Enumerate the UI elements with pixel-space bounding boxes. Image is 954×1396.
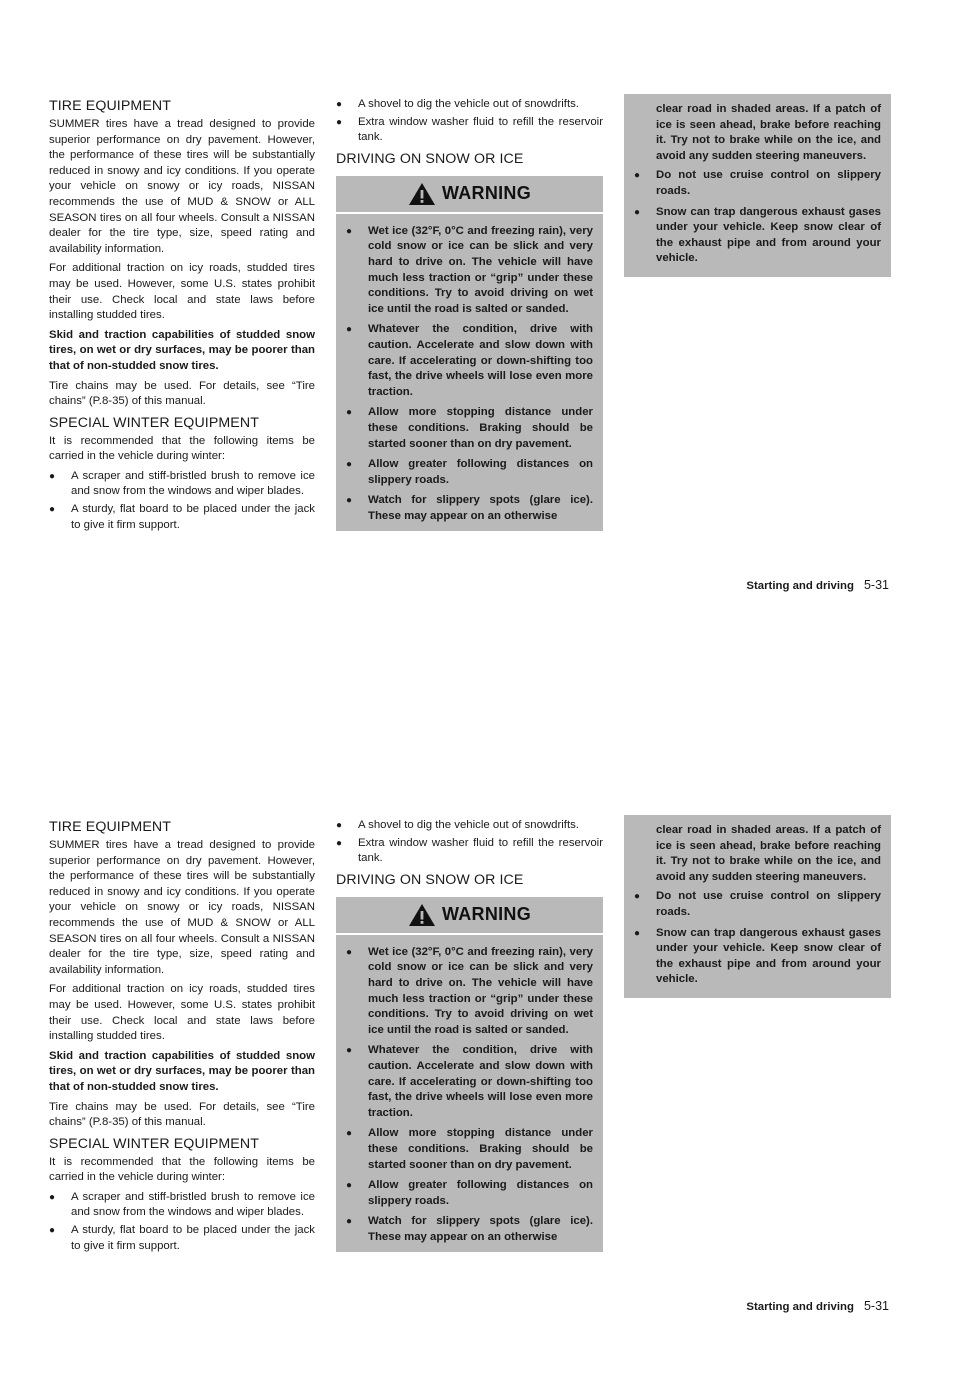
warning-title: WARNING bbox=[441, 903, 532, 924]
studded-tires-paragraph: For additional traction on icy roads, studded tires may be used. However, some U.S. states prohibit their use. Check local and state laws before installing studded tires. bbox=[49, 983, 315, 1043]
warning-triangle-icon bbox=[408, 903, 436, 927]
list-item: ● A shovel to dig the vehicle out of snowdrifts. bbox=[336, 97, 603, 113]
bullet-icon: ● bbox=[49, 504, 56, 516]
tire-chains-paragraph: Tire chains may be used. For details, see “Tire chains” (P.8-35) of this manual. bbox=[49, 379, 315, 408]
warning-title: WARNING bbox=[441, 182, 532, 203]
footer-section-title: Starting and driving bbox=[746, 580, 854, 592]
list-item: ● Whatever the condition, drive with caution. Accelerate and slow down with care. If accelerating or down-shifting too fast, the drive wheels will lose even more traction. bbox=[346, 323, 593, 398]
special-winter-heading: SPECIAL WINTER EQUIPMENT bbox=[49, 1135, 259, 1152]
driving-snow-heading: DRIVING ON SNOW OR ICE bbox=[336, 150, 524, 167]
footer-page-number: 5-31 bbox=[863, 578, 889, 592]
studded-tires-paragraph: For additional traction on icy roads, studded tires may be used. However, some U.S. states prohibit their use. Check local and state laws before installing studded tires. bbox=[49, 262, 315, 322]
winter-items-list-continued bbox=[336, 818, 603, 867]
studded-tires-caution: Skid and traction capabilities of studded snow tires, on wet or dry surfaces, may be poorer than that of non-studded snow tires. bbox=[49, 328, 315, 372]
bullet-icon: ● bbox=[346, 407, 353, 419]
list-item: ● A scraper and stiff-bristled brush to remove ice and snow from the windows and wiper blades. bbox=[49, 1190, 315, 1219]
bullet-icon: ● bbox=[346, 1128, 353, 1140]
page-footer bbox=[746, 577, 889, 594]
warning-list-continued bbox=[634, 168, 881, 267]
warning-list bbox=[346, 224, 593, 525]
bullet-icon: ● bbox=[346, 225, 353, 237]
winter-items-list bbox=[49, 469, 315, 533]
column-left bbox=[49, 97, 315, 537]
footer-section-title: Starting and driving bbox=[746, 1301, 854, 1313]
warning-continued-text: clear road in shaded areas. If a patch of ice is seen ahead, brake before reaching it. Try not to brake while on the ice, and avoid any sudden steering maneuvers. bbox=[656, 824, 881, 883]
column-left bbox=[49, 818, 315, 1258]
list-item: ● A sturdy, flat board to be placed under the jack to give it firm support. bbox=[49, 1224, 315, 1252]
list-item: ● Allow greater following distances on slippery roads. bbox=[346, 1179, 593, 1207]
warning-list bbox=[346, 945, 593, 1246]
special-winter-intro: It is recommended that the following items be carried in the vehicle during winter: bbox=[49, 1155, 315, 1184]
tire-chains-paragraph: Tire chains may be used. For details, see “Tire chains” (P.8-35) of this manual. bbox=[49, 1100, 315, 1129]
manual-page-1 bbox=[0, 0, 954, 675]
list-item: ● Do not use cruise control on slippery roads. bbox=[634, 890, 881, 918]
list-item: ● A shovel to dig the vehicle out of snowdrifts. bbox=[336, 818, 603, 834]
tire-equipment-heading: TIRE EQUIPMENT bbox=[49, 98, 172, 114]
list-item: ● Wet ice (32°F, 0°C and freezing rain), very cold snow or ice can be slick and very hard to drive on. The vehicle will have much less traction or “grip” under these conditions. Try to avoid driving on wet ice until the road is salted or sanded. bbox=[346, 945, 593, 1036]
warning-list-continued bbox=[634, 889, 881, 988]
tire-equipment-paragraph: SUMMER tires have a tread designed to provide superior performance on dry pavement. However, the performance of these tires will be substantially reduced in snowy and icy conditions. If you operate your vehicle on snowy or icy roads, NISSAN recommends the use of MUD & SNOW or ALL SEASON tires on all four wheels. Consult a NISSAN dealer for the tire type, size, speed rating and availability information. bbox=[49, 118, 315, 255]
warning-continued-text: clear road in shaded areas. If a patch of ice is seen ahead, brake before reaching it. Try not to brake while on the ice, and avoid any sudden steering maneuvers. bbox=[656, 103, 881, 162]
column-right bbox=[624, 815, 891, 998]
bullet-icon: ● bbox=[634, 891, 641, 903]
bullet-icon: ● bbox=[336, 99, 343, 110]
driving-snow-heading: DRIVING ON SNOW OR ICE bbox=[336, 871, 524, 888]
column-right bbox=[624, 94, 891, 277]
warning-box bbox=[336, 176, 603, 532]
column-middle bbox=[336, 818, 603, 1252]
special-winter-intro: It is recommended that the following items be carried in the vehicle during winter: bbox=[49, 434, 315, 463]
bullet-icon: ● bbox=[346, 1180, 353, 1192]
bullet-icon: ● bbox=[336, 116, 343, 128]
bullet-icon: ● bbox=[336, 820, 343, 831]
bullet-icon: ● bbox=[346, 1216, 353, 1228]
column-middle bbox=[336, 97, 603, 531]
warning-box-continued bbox=[624, 94, 891, 277]
list-item: ● Watch for slippery spots (glare ice). These may appear on an otherwise bbox=[346, 494, 593, 522]
list-item: ● A sturdy, flat board to be placed under the jack to give it firm support. bbox=[49, 503, 315, 531]
bullet-icon: ● bbox=[49, 1191, 56, 1203]
bullet-icon: ● bbox=[346, 495, 353, 507]
warning-triangle-icon bbox=[408, 182, 436, 206]
bullet-icon: ● bbox=[346, 946, 353, 958]
warning-box-continued bbox=[624, 815, 891, 998]
tire-equipment-paragraph: SUMMER tires have a tread designed to provide superior performance on dry pavement. However, the performance of these tires will be substantially reduced in snowy and icy conditions. If you operate your vehicle on snowy or icy roads, NISSAN recommends the use of MUD & SNOW or ALL SEASON tires on all four wheels. Consult a NISSAN dealer for the tire type, size, speed rating and availability information. bbox=[49, 839, 315, 976]
footer-page-number: 5-31 bbox=[863, 1299, 889, 1313]
list-item: ● Snow can trap dangerous exhaust gases under your vehicle. Keep snow clear of the exhaust pipe and from around your vehicle. bbox=[634, 205, 881, 265]
page-footer bbox=[746, 1298, 889, 1315]
list-item: ● Watch for slippery spots (glare ice). These may appear on an otherwise bbox=[346, 1215, 593, 1243]
special-winter-heading: SPECIAL WINTER EQUIPMENT bbox=[49, 414, 259, 431]
bullet-icon: ● bbox=[634, 206, 641, 218]
list-item: ● Allow more stopping distance under these conditions. Braking should be started sooner than on dry pavement. bbox=[346, 1127, 593, 1171]
list-item: ● Allow more stopping distance under these conditions. Braking should be started sooner than on dry pavement. bbox=[346, 406, 593, 450]
bullet-icon: ● bbox=[346, 459, 353, 471]
tire-equipment-heading: TIRE EQUIPMENT bbox=[49, 819, 172, 835]
warning-header bbox=[336, 176, 603, 214]
warning-header bbox=[336, 897, 603, 935]
bullet-icon: ● bbox=[346, 324, 353, 336]
warning-box bbox=[336, 897, 603, 1253]
list-item: ● A scraper and stiff-bristled brush to remove ice and snow from the windows and wiper blades. bbox=[49, 469, 315, 498]
bullet-icon: ● bbox=[634, 927, 641, 939]
manual-page-2 bbox=[0, 721, 954, 1396]
list-item: ● Snow can trap dangerous exhaust gases under your vehicle. Keep snow clear of the exhaust pipe and from around your vehicle. bbox=[634, 926, 881, 986]
list-item: ● Extra window washer fluid to refill the reservoir tank. bbox=[336, 115, 603, 144]
bullet-icon: ● bbox=[634, 170, 641, 182]
list-item: ● Extra window washer fluid to refill the reservoir tank. bbox=[336, 836, 603, 865]
studded-tires-caution: Skid and traction capabilities of studded snow tires, on wet or dry surfaces, may be poorer than that of non-studded snow tires. bbox=[49, 1049, 315, 1093]
bullet-icon: ● bbox=[346, 1045, 353, 1057]
bullet-icon: ● bbox=[336, 837, 343, 849]
bullet-icon: ● bbox=[49, 470, 56, 482]
list-item: ● Whatever the condition, drive with caution. Accelerate and slow down with care. If accelerating or down-shifting too fast, the drive wheels will lose even more traction. bbox=[346, 1044, 593, 1119]
list-item: ● Do not use cruise control on slippery roads. bbox=[634, 169, 881, 197]
bullet-icon: ● bbox=[49, 1225, 56, 1237]
list-item: ● Wet ice (32°F, 0°C and freezing rain), very cold snow or ice can be slick and very hard to drive on. The vehicle will have much less traction or “grip” under these conditions. Try to avoid driving on wet ice until the road is salted or sanded. bbox=[346, 224, 593, 315]
list-item: ● Allow greater following distances on slippery roads. bbox=[346, 458, 593, 486]
winter-items-list bbox=[49, 1190, 315, 1254]
winter-items-list-continued bbox=[336, 97, 603, 146]
